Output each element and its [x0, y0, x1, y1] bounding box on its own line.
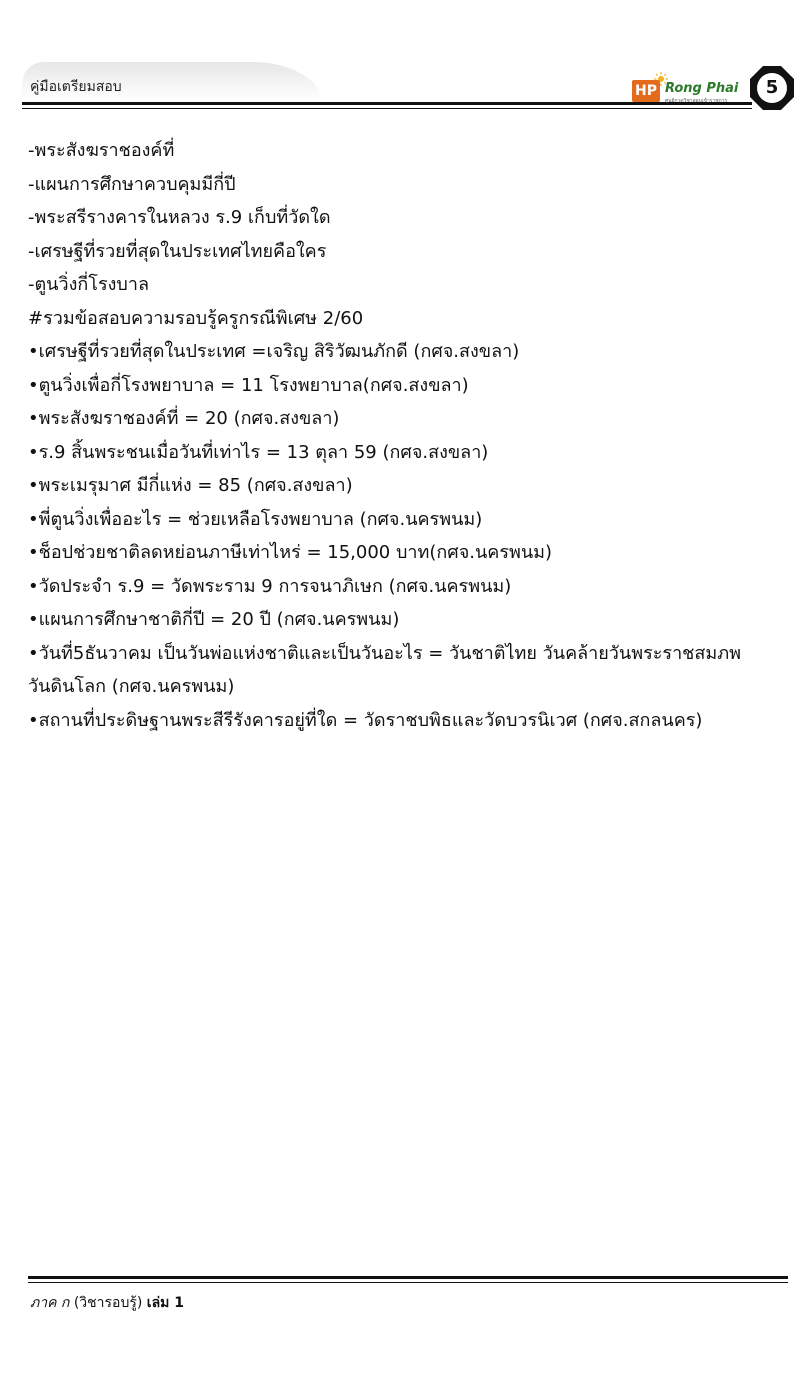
content-line: •พี่ตูนวิ่งเพื่ออะไร = ช่วยเหลือโรงพยาบาล (กศจ.นครพนม): [28, 508, 483, 530]
page-number: 5: [765, 77, 779, 98]
footer-rule: [28, 1276, 788, 1279]
page-footer: [30, 1292, 184, 1314]
content-line: •วันที่5ธันวาคม เป็นวันพ่อแห่งชาติและเป็นวันอะไร = วันชาติไทย วันคล้ายวันพระราชสมภพ: [28, 642, 741, 664]
content-line: •พระสังฆราชองค์ที่ = 20 (กศจ.สงขลา): [28, 408, 340, 429]
footer-rule-thin: [28, 1282, 788, 1283]
section-heading: #รวมข้อสอบความรอบรู้ครูกรณีพิเศษ 2/60: [28, 307, 364, 329]
logo-brand-name: Rong Phai: [665, 81, 739, 96]
content-line: •ช็อปช่วยชาติลดหย่อนภาษีเท่าไหร่ = 15,000 บาท(กศจ.นครพนม): [28, 542, 553, 563]
content-line: •เศรษฐีที่รวยที่สุดในประเทศ =เจริญ สิริวัฒนภักดี (กศจ.สงขลา): [28, 341, 520, 362]
header-title: คู่มือเตรียมสอบ: [30, 79, 122, 95]
page-content: [28, 134, 788, 737]
content-line: -พระสรีรางคารในหลวง ร.9 เก็บที่วัดใด: [28, 207, 331, 228]
logo-mark: HP: [632, 80, 660, 102]
content-line: •แผนการศึกษาชาติกี่ปี = 20 ปี (กศจ.นครพนม): [28, 609, 400, 630]
footer-subject: (วิชารอบรู้): [73, 1295, 143, 1311]
content-line: •ตูนวิ่งเพื่อกี่โรงพยาบาล = 11 โรงพยาบาล(กศจ.สงขลา): [28, 374, 469, 396]
page-header: [0, 0, 800, 120]
content-line: -ตูนวิ่งกี่โรงบาล: [28, 274, 149, 295]
footer-part: ภาค ก: [30, 1295, 70, 1311]
content-line: -พระสังฆราชองค์ที่: [28, 140, 175, 161]
content-line: •สถานที่ประดิษฐานพระสีรีรังคารอยู่ที่ใด = วัดราชบพิธและวัดบวรนิเวศ (กศจ.สกลนคร): [28, 709, 703, 731]
page-number-badge: [748, 64, 796, 112]
content-line: •วัดประจำ ร.9 = วัดพระราม 9 การจนาภิเษก (กศจ.นครพนม): [28, 575, 512, 597]
header-rule-thin: [22, 108, 752, 109]
content-line: •พระเมรุมาศ มีกี่แห่ง = 85 (กศจ.สงขลา): [28, 475, 353, 496]
content-line: วันดินโลก (กศจ.นครพนม): [28, 676, 235, 697]
footer-volume: เล่ม 1: [146, 1295, 184, 1311]
content-line: -แผนการศึกษาควบคุมมีกี่ปี: [28, 173, 236, 195]
logo-tagline: ศูนย์กวดวิชาสอบเข้าราชการ: [665, 98, 728, 104]
brand-logo: [632, 72, 750, 106]
content-line: -เศรษฐีที่รวยที่สุดในประเทศไทยคือใคร: [28, 240, 327, 262]
content-line: •ร.9 สิ้นพระชนเมื่อวันที่เท่าไร = 13 ตุลา 59 (กศจ.สงขลา): [28, 441, 489, 463]
